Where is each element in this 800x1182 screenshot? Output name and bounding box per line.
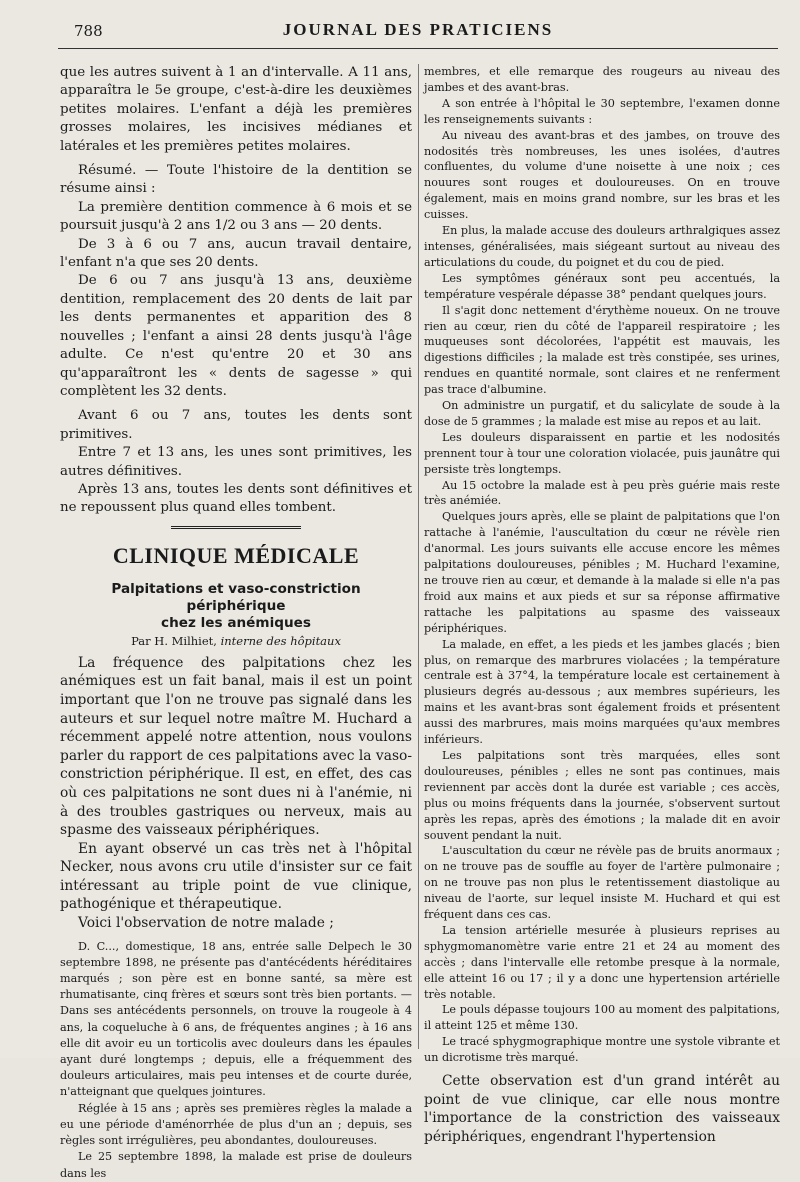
right-paragraph: A son entrée à l'hôpital le 30 septembre, l'examen donne les renseignements suivants : xyxy=(424,96,780,126)
byline-role: interne des hôpitaux xyxy=(220,633,341,648)
right-paragraph: Les palpitations sont très marquées, elles sont douloureuses, pénibles ; elles ne sont pas continues, mais reviennent par accès dont la durée est variable ; ces accès, plus ou moins fréquents dans la journée, s'observent surtout après les repas, après des émotions ; la malade dit en avoir souvent pendant la nuit. xyxy=(424,748,780,842)
right-paragraph: On administre un purgatif, et du salicylate de soude à la dose de 5 grammes ; la malade est mise au repos et au lait. xyxy=(424,399,780,428)
right-paragraph: Le pouls dépasse toujours 100 au moment des palpitations, il atteint 125 et même 130. xyxy=(424,1003,780,1033)
right-paragraph: La tension artérielle mesurée à plusieurs reprises au sphygmomanomètre varie entre 21 et 24 au moment des accès ; dans l'intervalle elle retombe presque à la normale, elle atteint 16 ou 17 ; il y a donc une hypertension artérielle très notable. xyxy=(424,923,780,1001)
left-column xyxy=(60,64,412,1182)
right-paragraph: Les symptômes généraux sont peu accentués, la température vespérale dépasse 38° pendant quelques jours. xyxy=(424,271,780,301)
observation-paragraph: Le 25 septembre 1898, la malade est prise de douleurs dans les xyxy=(60,1150,412,1180)
right-paragraph: Il s'agit donc nettement d'érythème noueux. On ne trouve rien au cœur, rien du côté de l'appareil respiratoire ; les muqueuses sont décolorées, l'appétit est mauvais, les digestions difficiles ; la malade est très constipée, ses urines, rendues en quantité normale, sont claires et ne renferment pas trace d'albumine. xyxy=(424,303,780,397)
left-paragraph: De 6 ou 7 ans jusqu'à 13 ans, deuxième dentition, remplacement des 20 dents de lait par les dents permanentes et apparition des 8 nouvelles ; l'enfant a ainsi 28 dents jusqu'à l'âge adulte. Ce n'est qu'entre 20 et 30 ans qu'apparaîtront les « dents de sagesse » qui complètent les 32 dents. xyxy=(60,273,412,399)
byline xyxy=(60,634,412,648)
right-paragraph: Au niveau des avant-bras et des jambes, on trouve des nodosités très nombreuses, les unes isolées, d'autres confluentes, du volume d'une noisette à une noix ; ces nouures sont rouges et douloureuses. On en trouve également, mais en moins grand nombre, sur les bras et les cuisses. xyxy=(424,128,780,222)
right-paragraph: L'auscultation du cœur ne révèle pas de bruits anormaux ; on ne trouve pas de souffle au foyer de l'artère pulmonaire ; on ne trouve pas non plus le retentissement diastolique au niveau de l'aorte, sur lequel insiste M. Huchard et qui est fréquent dans ces cas. xyxy=(424,844,780,922)
byline-author: Par H. Milhiet, xyxy=(131,633,217,648)
right-paragraph: Au 15 octobre la malade est à peu près guérie mais reste très anémiée. xyxy=(424,478,780,508)
intro-paragraph: En ayant observé un cas très net à l'hôpital Necker, nous avons cru utile d'insister sur ce fait intéressant au triple point de vue clinique, pathogénique et thérapeutique. xyxy=(60,840,412,913)
right-paragraph: Quelques jours après, elle se plaint de palpitations que l'on rattache à l'anémie, l'auscultation du cœur ne révèle rien d'anormal. Les jours suivants elle accuse encore les mêmes palpitations douloureuses, pénibles ; M. Huchard l'examine, ne trouve rien au cœur, et demande à la malade si elle n'a pas froid aux mains et aux pieds et sur sa réponse affirmative rattache les palpitations au spasme des vaisseaux périphériques. xyxy=(424,510,780,635)
right-column xyxy=(424,64,780,1146)
resume-paragraph: Résumé. — Toute l'histoire de la dentition se résume ainsi : xyxy=(60,163,412,197)
article-title-line1: Palpitations et vaso-constriction périphérique xyxy=(111,580,361,614)
left-paragraph: La première dentition commence à 6 mois et se poursuit jusqu'à 2 ans 1/2 ou 3 ans — 20 dents. xyxy=(60,199,412,234)
column-divider xyxy=(418,64,419,1049)
observation-paragraph: Réglée à 15 ans ; après ses premières règles la malade a eu une période d'aménorrhée de plus d'un an ; depuis, ses règles sont irrégulières, peu abondantes, douloureuses. xyxy=(60,1101,412,1148)
right-paragraph: membres, et elle remarque des rougeurs au niveau des jambes et des avant-bras. xyxy=(424,65,780,94)
left-paragraph: Avant 6 ou 7 ans, toutes les dents sont primitives. xyxy=(60,408,412,442)
right-paragraph: Le tracé sphygmographique montre une systole vibrante et un dicrotisme très marqué. xyxy=(424,1035,780,1065)
page-header xyxy=(58,18,778,49)
right-paragraph: En plus, la malade accuse des douleurs arthralgiques assez intenses, généralisées, mais siégeant surtout au niveau des articulations du coude, du poignet et du cou de pied. xyxy=(424,224,780,269)
intro-paragraph: Voici l'observation de notre malade ; xyxy=(78,915,334,932)
right-paragraph: Les douleurs disparaissent en partie et les nodosités prennent tour à tour une coloration violacée, puis jaunâtre qui persiste très longtemps. xyxy=(424,430,780,476)
left-paragraph: Entre 7 et 13 ans, les unes sont primitives, les autres définitives. xyxy=(60,445,412,479)
page-number: 788 xyxy=(74,22,103,40)
article-title-line2: chez les anémiques xyxy=(161,614,311,631)
left-paragraph: Après 13 ans, toutes les dents sont définitives et ne repoussent plus quand elles tombent. xyxy=(60,481,412,516)
intro-paragraph: La fréquence des palpitations chez les anémiques est un fait banal, mais il est un point important que l'on ne trouve pas signalé dans les auteurs et sur lequel notre maître M. Huchard a récemment appelé notre attention, nous voulons parler du rapport de ces palpitations avec la vaso-constriction périphérique. Il est, en effet, des cas où ces palpitations ne sont dues ni à l'anémie, ni à des troubles gastriques ou nerveux, mais au spasme des vaisseaux périphériques. xyxy=(60,654,412,839)
right-paragraph: La malade, en effet, a les pieds et les jambes glacés ; bien plus, on remarque des marbrures violacées ; la température centrale est à 37°4, la température locale est certainement à plusieurs degrés au-dessous ; aux membres supérieurs, les mains et les avant-bras sont également froids et présentent aussi des marbrures, mais moins marquées qu'aux membres inférieurs. xyxy=(424,637,780,747)
left-paragraph: que les autres suivent à 1 an d'intervalle. A 11 ans, apparaîtra le 5e groupe, c'est-à-dire les deuxièmes petites molaires. L'enfant a déjà les premières grosses molaires, les incisives médianes et latérales et les premières petites molaires. xyxy=(60,65,412,154)
section-divider xyxy=(171,526,301,533)
journal-title: JOURNAL DES PRATICIENS xyxy=(282,20,554,39)
conclusion-paragraph: Cette observation est d'un grand intérêt au point de vue clinique, car elle nous montre l'importance de la constriction des vaisseaux périphériques, engendrant l'hypertension xyxy=(424,1073,780,1145)
observation-paragraph: D. C..., domestique, 18 ans, entrée salle Delpech le 30 septembre 1898, ne présente pas d'antécédents héréditaires marqués ; son père est en bonne santé, sa mère est rhumatisante, cinq frères et sœurs sont très bien portants. — Dans ses antécédents personnels, on trouve la rougeole à 4 ans, la coqueluche à 6 ans, de fréquentes angines ; à 16 ans elle dit avoir eu un torticolis avec douleurs dans les épaules ayant duré longtemps ; depuis, elle a fréquemment des douleurs articulaires, mais peu intenses et de courte durée, n'atteignant que quelques jointures. xyxy=(60,939,412,1099)
section-title: CLINIQUE MÉDICALE xyxy=(112,542,360,568)
left-paragraph: De 3 à 6 ou 7 ans, aucun travail dentaire, l'enfant n'a que ses 20 dents. xyxy=(60,236,412,271)
